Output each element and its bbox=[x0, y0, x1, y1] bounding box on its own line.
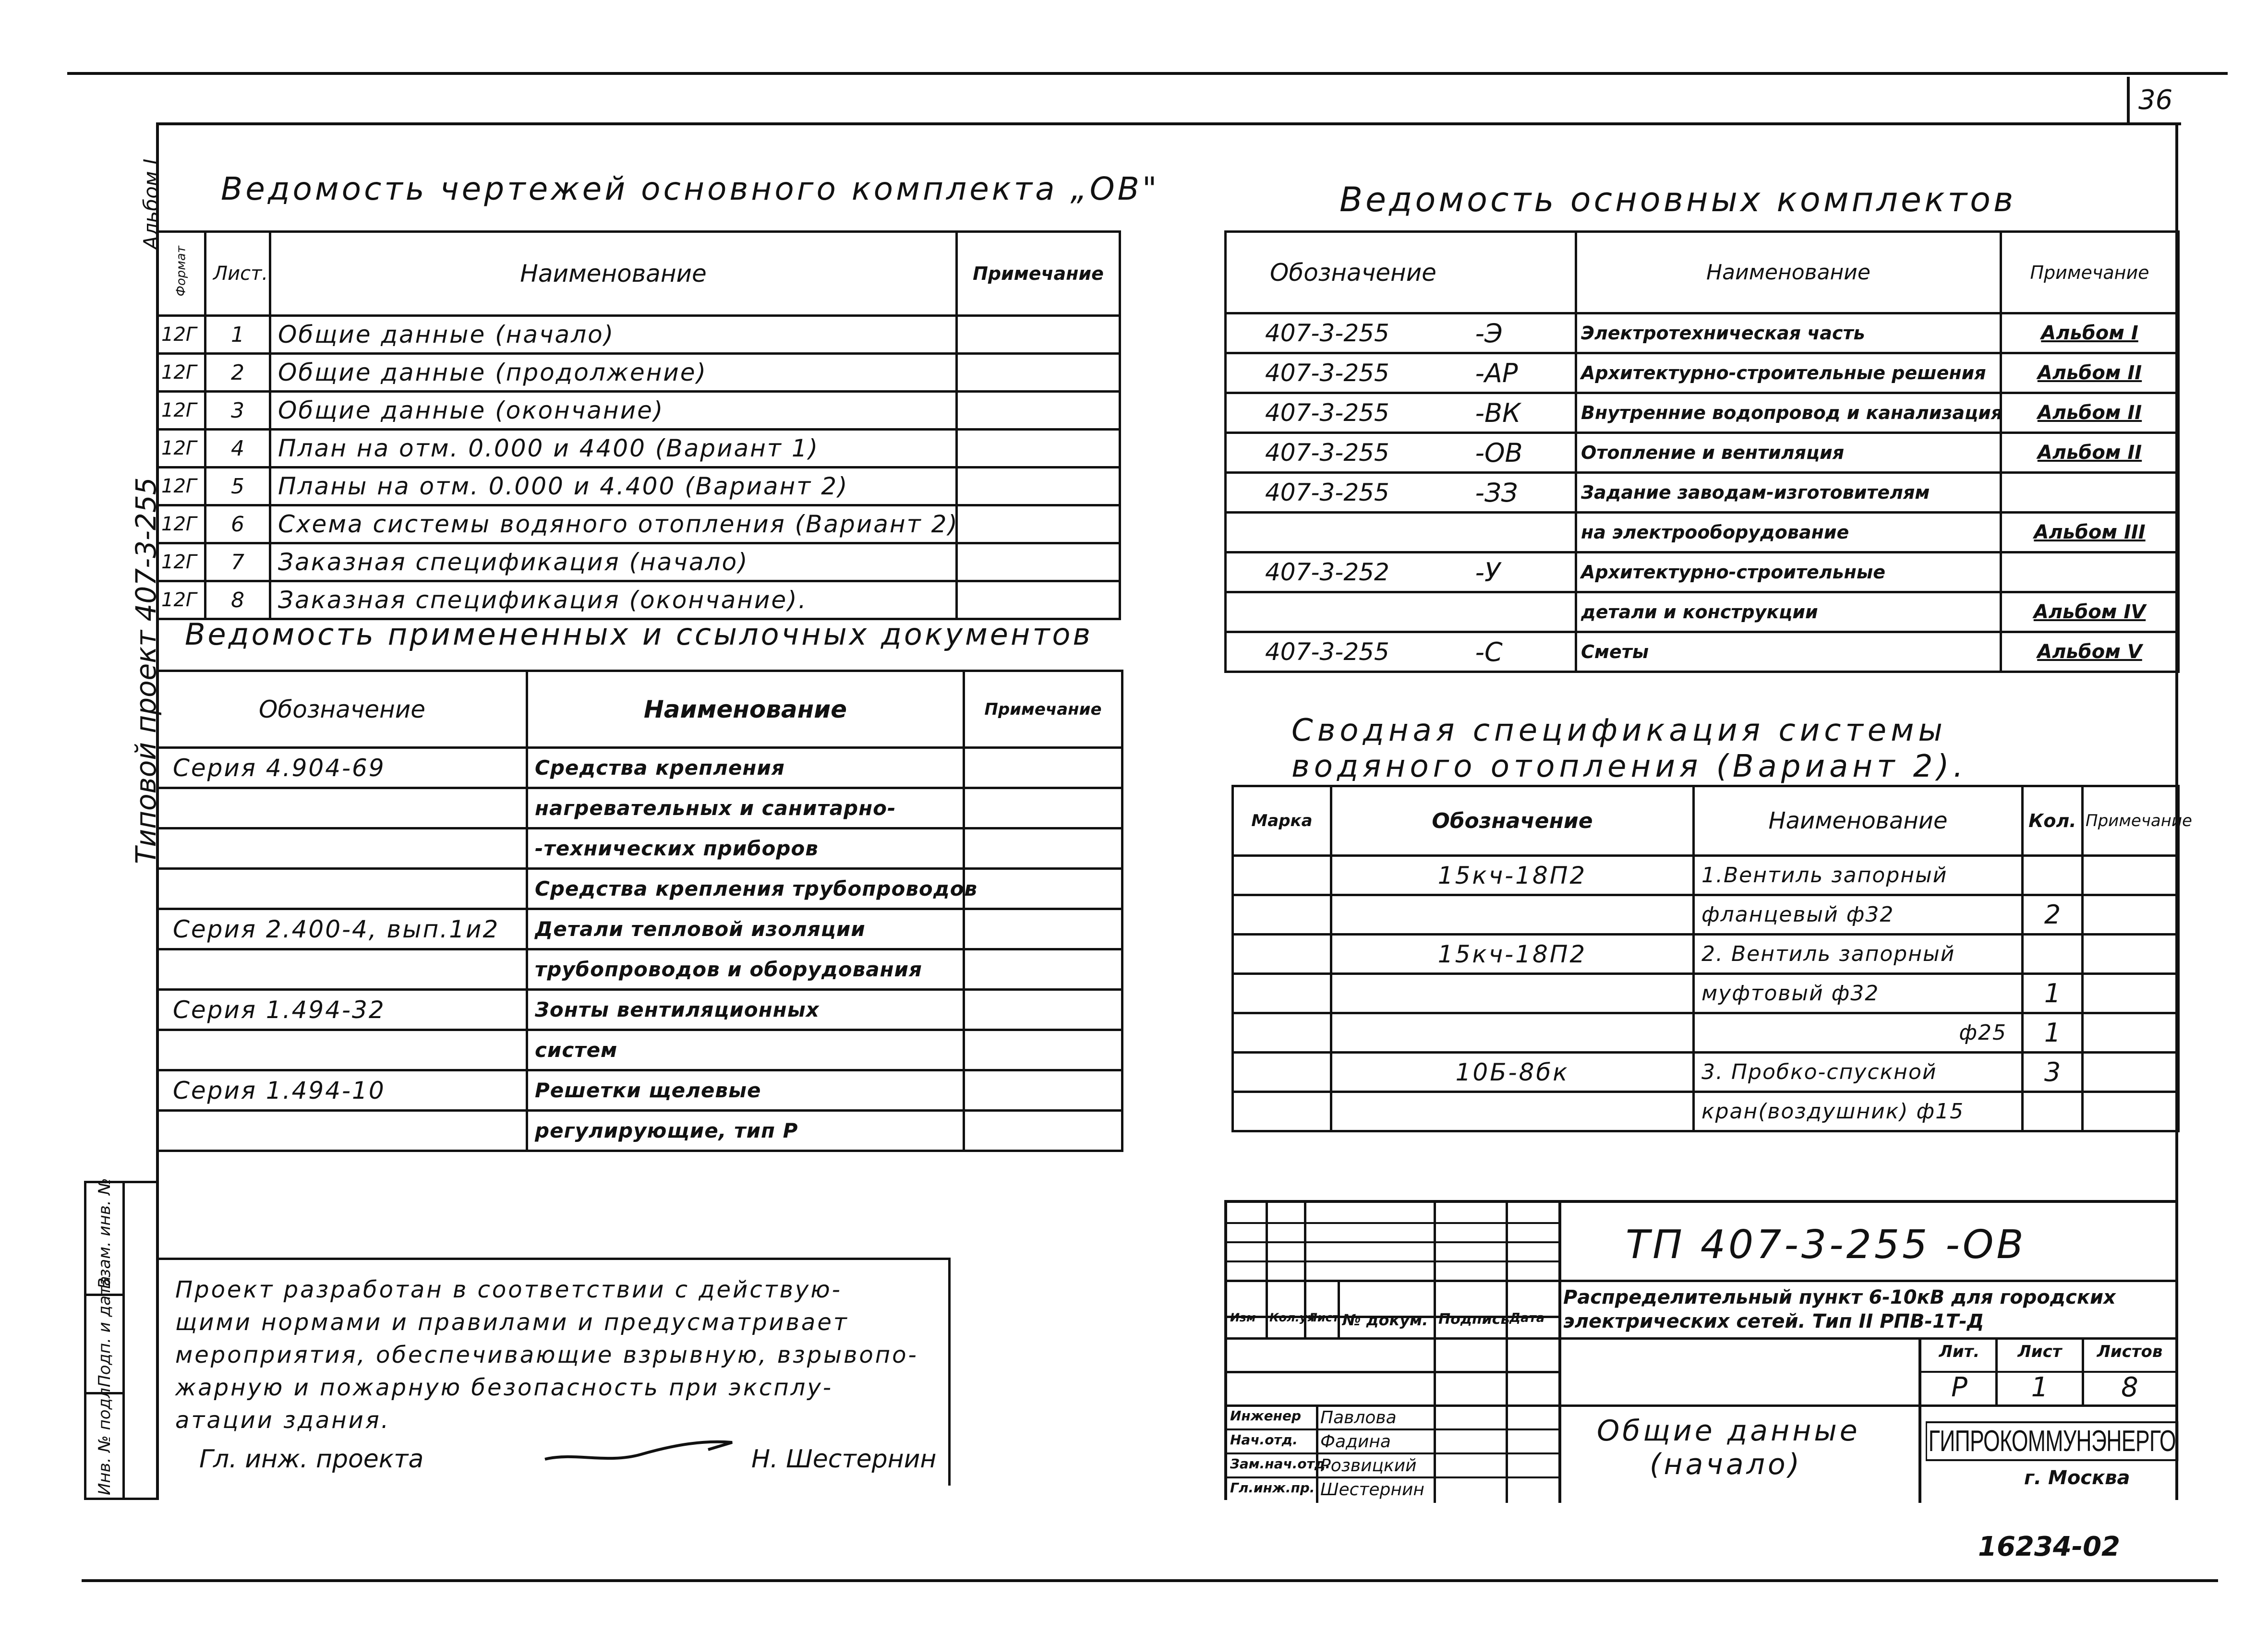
cell-qty bbox=[2023, 1092, 2083, 1131]
sheet-number-box bbox=[2127, 77, 2181, 125]
cell-designation: 15кч-18П2 bbox=[1331, 935, 1694, 974]
table-row bbox=[157, 543, 1120, 581]
signature-name: Розвицкий bbox=[1320, 1456, 1417, 1476]
note-box bbox=[156, 1258, 951, 1486]
signature-mark bbox=[535, 1430, 742, 1474]
table-row bbox=[1226, 353, 2179, 393]
sets-header-designation: Обозначение bbox=[1226, 232, 1576, 313]
cell-note bbox=[957, 316, 1120, 354]
cell-note bbox=[2083, 1013, 2179, 1053]
bottom-trim-line bbox=[82, 1579, 2218, 1582]
tb-org-city: г. Москва bbox=[2024, 1467, 2130, 1489]
cell-mark bbox=[1233, 1013, 1331, 1053]
tb-sheet-title-1: Общие данные bbox=[1597, 1414, 1860, 1448]
cell-note bbox=[964, 949, 1122, 990]
header-format: Формат bbox=[157, 232, 205, 316]
cell-designation bbox=[157, 949, 527, 990]
cell-name: Средства крепления bbox=[527, 748, 964, 788]
cell-code bbox=[1226, 592, 1437, 632]
cell-designation: Серия 1.494-10 bbox=[157, 1070, 527, 1111]
note-signer-name: Н. Шестернин bbox=[751, 1445, 937, 1474]
cell-suffix: -ВК bbox=[1437, 393, 1576, 433]
table-row bbox=[157, 392, 1120, 430]
cell-code: 407-3-255 bbox=[1226, 353, 1437, 393]
cell-note bbox=[2083, 935, 2179, 974]
table-row bbox=[157, 1030, 1122, 1070]
table-row bbox=[1226, 552, 2179, 592]
cell-format: 12Г bbox=[157, 316, 205, 354]
cell-note: Альбом II bbox=[2001, 393, 2179, 433]
sheet-number: 36 bbox=[2138, 84, 2173, 116]
table-row bbox=[157, 354, 1120, 392]
summary-spec-title-2: водяного отопления (Вариант 2). bbox=[1291, 749, 1967, 784]
cell-note bbox=[964, 990, 1122, 1030]
cell-code: 407-3-255 bbox=[1226, 393, 1437, 433]
cell-name: Общие данные (окончание) bbox=[270, 392, 957, 430]
cell-qty bbox=[2023, 856, 2083, 895]
cell-name: Зонты вентиляционных bbox=[527, 990, 964, 1030]
cell-designation: Серия 2.400-4, вып.1и2 bbox=[157, 909, 527, 949]
cell-name: Заказная спецификация (начало) bbox=[270, 543, 957, 581]
table-row bbox=[1226, 473, 2179, 513]
frame-top bbox=[156, 122, 2178, 125]
cell-name: ф25 bbox=[1694, 1013, 2023, 1053]
tb-sheet-label: Лист bbox=[2017, 1342, 2062, 1361]
cell-designation: 10Б-8бк bbox=[1331, 1053, 1694, 1092]
cell-name: Отопление и вентиляция bbox=[1576, 433, 2001, 473]
references-list-table bbox=[156, 670, 1123, 1152]
left-stamp bbox=[84, 1178, 156, 1500]
cell-qty: 1 bbox=[2023, 974, 2083, 1013]
tb-stage: Р bbox=[1951, 1372, 1967, 1403]
cell-name: фланцевый ф32 bbox=[1694, 895, 2023, 935]
summary-spec-table bbox=[1231, 785, 2192, 1132]
table-row bbox=[157, 430, 1120, 468]
note-line: атации здания. bbox=[175, 1407, 390, 1434]
cell-sheet: 5 bbox=[205, 468, 270, 505]
cell-designation bbox=[1331, 974, 1694, 1013]
cell-mark bbox=[1233, 1092, 1331, 1131]
cell-designation bbox=[1331, 1092, 1694, 1131]
tb-col-doc: № докум. bbox=[1342, 1311, 1428, 1329]
note-line: жарную и пожарную безопасность при эксплу- bbox=[175, 1374, 833, 1401]
bottom-number: 16234-02 bbox=[1978, 1531, 2120, 1562]
tb-col-sign: Подпись bbox=[1438, 1311, 1510, 1328]
side-project-label: Типовой проект 407-3-255 bbox=[130, 477, 162, 864]
cell-code: 407-3-255 bbox=[1226, 313, 1437, 353]
note-line: щими нормами и правилами и предусматривает bbox=[175, 1309, 849, 1336]
cell-note bbox=[957, 392, 1120, 430]
cell-note bbox=[2083, 856, 2179, 895]
cell-sheet: 2 bbox=[205, 354, 270, 392]
cell-designation bbox=[157, 1030, 527, 1070]
cell-name: систем bbox=[527, 1030, 964, 1070]
stamp-sign-label: Подп. и дата bbox=[95, 1276, 114, 1387]
header-note: Примечание bbox=[957, 232, 1120, 316]
signature-role: Нач.отд. bbox=[1230, 1432, 1298, 1448]
spec-header-qty: Кол. bbox=[2023, 786, 2083, 856]
cell-code: 407-3-255 bbox=[1226, 632, 1437, 672]
table-row bbox=[157, 909, 1122, 949]
cell-note bbox=[2083, 1053, 2179, 1092]
side-album-label: Альбом I bbox=[139, 158, 163, 250]
top-trim-line bbox=[67, 72, 2228, 75]
cell-qty: 1 bbox=[2023, 1013, 2083, 1053]
tb-col-change: Изм bbox=[1230, 1311, 1256, 1324]
cell-note bbox=[957, 505, 1120, 543]
cell-format: 12Г bbox=[157, 430, 205, 468]
cell-note bbox=[957, 581, 1120, 619]
cell-format: 12Г bbox=[157, 543, 205, 581]
cell-name: Сметы bbox=[1576, 632, 2001, 672]
main-sets-title: Ведомость основных комплектов bbox=[1339, 180, 2016, 219]
ref-header-designation: Обозначение bbox=[157, 671, 527, 748]
cell-designation bbox=[157, 869, 527, 909]
table-row bbox=[157, 869, 1122, 909]
cell-name: Решетки щелевые bbox=[527, 1070, 964, 1111]
cell-name: Общие данные (начало) bbox=[270, 316, 957, 354]
cell-name: План на отм. 0.000 и 4400 (Вариант 1) bbox=[270, 430, 957, 468]
cell-code: 407-3-252 bbox=[1226, 552, 1437, 592]
cell-note: Альбом II bbox=[2001, 353, 2179, 393]
cell-sheet: 7 bbox=[205, 543, 270, 581]
ref-header-note: Примечание bbox=[964, 671, 1122, 748]
cell-name: трубопроводов и оборудования bbox=[527, 949, 964, 990]
cell-note bbox=[957, 468, 1120, 505]
cell-name: детали и конструкции bbox=[1576, 592, 2001, 632]
main-sets-table bbox=[1224, 230, 2180, 673]
cell-designation: Серия 4.904-69 bbox=[157, 748, 527, 788]
cell-suffix: -Э bbox=[1437, 313, 1576, 353]
tb-col-sheet: Лист bbox=[1308, 1311, 1339, 1324]
table-row bbox=[157, 581, 1120, 619]
cell-name: Электротехническая часть bbox=[1576, 313, 2001, 353]
tb-sheets-label: Листов bbox=[2097, 1342, 2163, 1361]
main-sets-header-row bbox=[1226, 232, 2179, 313]
cell-format: 12Г bbox=[157, 392, 205, 430]
cell-qty bbox=[2023, 935, 2083, 974]
cell-note bbox=[957, 543, 1120, 581]
cell-name: Общие данные (продолжение) bbox=[270, 354, 957, 392]
table-row bbox=[157, 1111, 1122, 1151]
table-row bbox=[1226, 513, 2179, 552]
cell-sheet: 3 bbox=[205, 392, 270, 430]
table-row bbox=[157, 788, 1122, 828]
cell-note bbox=[2083, 1092, 2179, 1131]
note-line: мероприятия, обеспечивающие взрывную, взрывопо- bbox=[175, 1342, 918, 1368]
cell-suffix: -С bbox=[1437, 632, 1576, 672]
cell-name: 2. Вентиль запорный bbox=[1694, 935, 2023, 974]
summary-spec-title-1: Сводная спецификация системы bbox=[1291, 713, 1947, 748]
ref-header-name: Наименование bbox=[527, 671, 964, 748]
spec-header-row bbox=[1233, 786, 2179, 856]
cell-note bbox=[2083, 895, 2179, 935]
cell-suffix: -АР bbox=[1437, 353, 1576, 393]
drawings-header-row bbox=[157, 232, 1120, 316]
header-name: Наименование bbox=[270, 232, 957, 316]
cell-note bbox=[964, 869, 1122, 909]
table-row bbox=[1233, 1013, 2179, 1053]
cell-note bbox=[964, 788, 1122, 828]
table-row bbox=[157, 505, 1120, 543]
signature-role: Зам.нач.отд. bbox=[1230, 1456, 1331, 1472]
table-row bbox=[1233, 1092, 2179, 1131]
cell-name: нагревательных и санитарно- bbox=[527, 788, 964, 828]
cell-name: Заказная спецификация (окончание). bbox=[270, 581, 957, 619]
signature-role: Инженер bbox=[1230, 1408, 1302, 1424]
cell-suffix: -ОВ bbox=[1437, 433, 1576, 473]
table-row bbox=[157, 316, 1120, 354]
tb-sheets: 8 bbox=[2121, 1372, 2138, 1403]
drawings-list-table bbox=[156, 230, 1121, 620]
cell-designation bbox=[1331, 1013, 1694, 1053]
table-row bbox=[1233, 974, 2179, 1013]
cell-designation bbox=[157, 788, 527, 828]
table-row bbox=[1233, 856, 2179, 895]
tb-col-qty: Кол.уч bbox=[1269, 1311, 1315, 1324]
cell-note bbox=[964, 1111, 1122, 1151]
cell-format: 12Г bbox=[157, 505, 205, 543]
spec-header-mark: Марка bbox=[1233, 786, 1331, 856]
cell-name: Схема системы водяного отопления (Вариант 2) bbox=[270, 505, 957, 543]
cell-format: 12Г bbox=[157, 468, 205, 505]
sets-header-name: Наименование bbox=[1576, 232, 2001, 313]
cell-format: 12Г bbox=[157, 354, 205, 392]
cell-name: регулирующие, тип Р bbox=[527, 1111, 964, 1151]
table-row bbox=[1226, 592, 2179, 632]
cell-sheet: 1 bbox=[205, 316, 270, 354]
cell-format: 12Г bbox=[157, 581, 205, 619]
cell-mark bbox=[1233, 1053, 1331, 1092]
tb-sheet: 1 bbox=[2031, 1372, 2049, 1403]
table-row bbox=[157, 828, 1122, 869]
table-row bbox=[157, 990, 1122, 1030]
spec-header-name: Наименование bbox=[1694, 786, 2023, 856]
drawings-list-title: Ведомость чертежей основного комплекта „ОВ" bbox=[221, 170, 1160, 207]
cell-qty: 2 bbox=[2023, 895, 2083, 935]
cell-suffix: -У bbox=[1437, 552, 1576, 592]
cell-name: Планы на отм. 0.000 и 4.400 (Вариант 2) bbox=[270, 468, 957, 505]
cell-sheet: 6 bbox=[205, 505, 270, 543]
table-row bbox=[1233, 895, 2179, 935]
cell-designation bbox=[157, 1111, 527, 1151]
tb-org-name: ГИПРОКОММУНЭНЕРГО bbox=[1926, 1421, 2179, 1461]
tb-code: ТП 407-3-255 -ОВ bbox=[1626, 1222, 2027, 1268]
table-row bbox=[1226, 313, 2179, 353]
cell-mark bbox=[1233, 895, 1331, 935]
tb-col-date: Дата bbox=[1509, 1311, 1545, 1325]
tb-sheet-title-2: (начало) bbox=[1650, 1448, 1803, 1481]
cell-name: на электрооборудование bbox=[1576, 513, 2001, 552]
cell-name: Архитектурно-строительные bbox=[1576, 552, 2001, 592]
stamp-replace-label: Взам. инв. № bbox=[95, 1178, 114, 1289]
table-row bbox=[1226, 393, 2179, 433]
cell-mark bbox=[1233, 974, 1331, 1013]
cell-name: 3. Пробко-спускной bbox=[1694, 1053, 2023, 1092]
cell-code bbox=[1226, 513, 1437, 552]
cell-note bbox=[964, 1030, 1122, 1070]
table-row bbox=[1233, 935, 2179, 974]
cell-designation bbox=[1331, 895, 1694, 935]
cell-note bbox=[2083, 974, 2179, 1013]
tb-description: Распределительный пункт 6-10кВ для городских электрических сетей. Тип II РПВ-1Т-Д bbox=[1563, 1286, 2116, 1332]
note-signer-role: Гл. инж. проекта bbox=[199, 1445, 424, 1474]
tb-stage-label: Лит. bbox=[1939, 1342, 1980, 1361]
spec-header-designation: Обозначение bbox=[1331, 786, 1694, 856]
cell-name: 1.Вентиль запорный bbox=[1694, 856, 2023, 895]
signature-name: Шестернин bbox=[1320, 1480, 1424, 1500]
cell-note bbox=[2001, 552, 2179, 592]
cell-sheet: 8 bbox=[205, 581, 270, 619]
cell-note: Альбом V bbox=[2001, 632, 2179, 672]
cell-designation bbox=[157, 828, 527, 869]
cell-name: муфтовый ф32 bbox=[1694, 974, 2023, 1013]
cell-name: Архитектурно-строительные решения bbox=[1576, 353, 2001, 393]
cell-name: Внутренние водопровод и канализация bbox=[1576, 393, 2001, 433]
cell-suffix: -ЗЗ bbox=[1437, 473, 1576, 513]
title-block bbox=[1224, 1200, 2175, 1500]
stamp-inv-label: Инв. № подл. bbox=[95, 1382, 114, 1495]
cell-note bbox=[964, 828, 1122, 869]
cell-note: Альбом I bbox=[2001, 313, 2179, 353]
cell-note bbox=[964, 748, 1122, 788]
cell-code: 407-3-255 bbox=[1226, 433, 1437, 473]
note-line: Проект разработан в соответствии с действую- bbox=[175, 1276, 842, 1303]
cell-note bbox=[964, 1070, 1122, 1111]
cell-note: Альбом III bbox=[2001, 513, 2179, 552]
signature-role: Гл.инж.пр. bbox=[1230, 1480, 1315, 1496]
spec-header-note: Примечание bbox=[2083, 786, 2179, 856]
cell-suffix bbox=[1437, 592, 1576, 632]
table-row bbox=[1233, 1053, 2179, 1092]
cell-designation: Серия 1.494-32 bbox=[157, 990, 527, 1030]
cell-name: кран(воздушник) ф15 bbox=[1694, 1092, 2023, 1131]
cell-qty: 3 bbox=[2023, 1053, 2083, 1092]
cell-note bbox=[957, 354, 1120, 392]
signature-name: Фадина bbox=[1320, 1432, 1391, 1452]
table-row bbox=[157, 748, 1122, 788]
cell-note: Альбом IV bbox=[2001, 592, 2179, 632]
cell-mark bbox=[1233, 935, 1331, 974]
cell-note: Альбом II bbox=[2001, 433, 2179, 473]
table-row bbox=[1226, 433, 2179, 473]
references-header-row bbox=[157, 671, 1122, 748]
references-list-title: Ведомость примененных и ссылочных документов bbox=[185, 617, 1093, 652]
cell-designation: 15кч-18П2 bbox=[1331, 856, 1694, 895]
cell-note bbox=[964, 909, 1122, 949]
table-row bbox=[157, 468, 1120, 505]
cell-name: Задание заводам-изготовителям bbox=[1576, 473, 2001, 513]
header-sheet: Лист. bbox=[205, 232, 270, 316]
cell-code: 407-3-255 bbox=[1226, 473, 1437, 513]
cell-sheet: 4 bbox=[205, 430, 270, 468]
table-row bbox=[157, 1070, 1122, 1111]
cell-name: Средства крепления трубопроводов bbox=[527, 869, 964, 909]
cell-name: -технических приборов bbox=[527, 828, 964, 869]
cell-note bbox=[2001, 473, 2179, 513]
signature-name: Павлова bbox=[1320, 1408, 1397, 1428]
cell-name: Детали тепловой изоляции bbox=[527, 909, 964, 949]
cell-mark bbox=[1233, 856, 1331, 895]
table-row bbox=[157, 949, 1122, 990]
cell-suffix bbox=[1437, 513, 1576, 552]
table-row bbox=[1226, 632, 2179, 672]
cell-note bbox=[957, 430, 1120, 468]
sets-header-note: Примечание bbox=[2001, 232, 2179, 313]
